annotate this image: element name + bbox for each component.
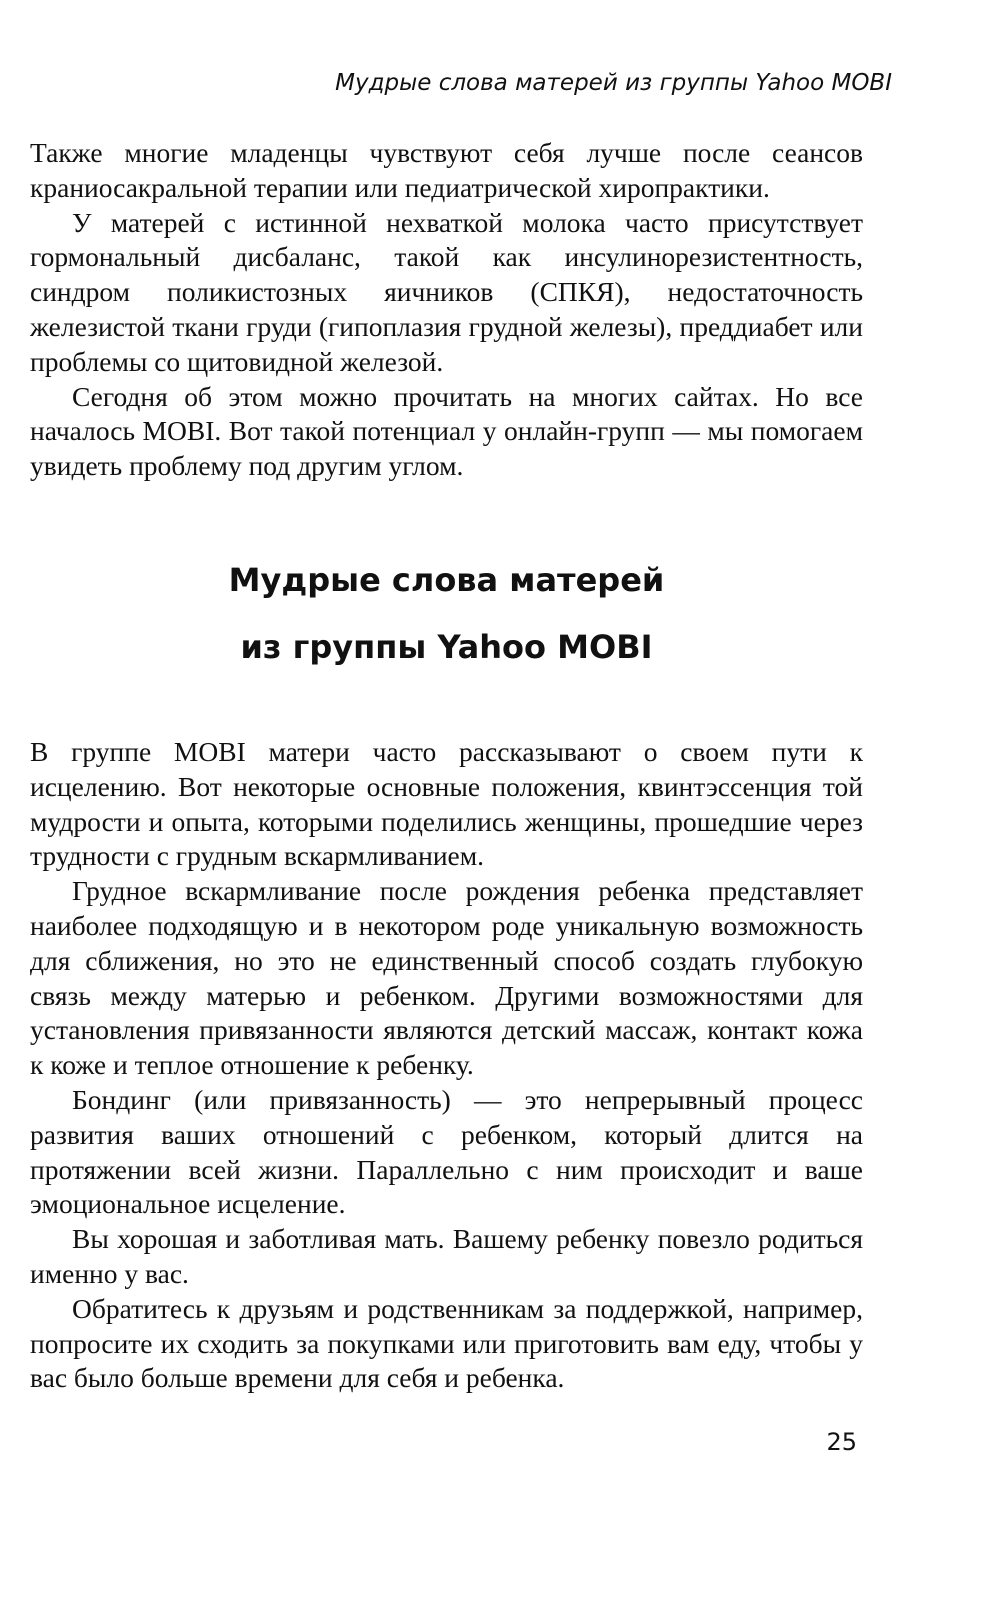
paragraph: Вы хорошая и заботливая мать. Вашему ребенку повезло родиться именно у вас. — [30, 1223, 863, 1289]
paragraph: Обратитесь к друзьям и родственникам за поддержкой, например, попросите их сходить за покупками или приготовить вам еду, чтобы у вас было больше времени для себя и ребенка. — [30, 1292, 863, 1394]
paragraph: Грудное вскармливание после рождения ребенка представляет наиболее подходящую и в некотором роде уникальную возможность для сближения, но это не единственный способ создать глубокую связь между матерью и ребенком. Другими возможностями для установления привязанности являются детский массаж, контакт кожа к коже и теплое отношение к ребенку. — [30, 875, 863, 1081]
paragraph-continued: Также многие младенцы чувствуют себя лучше после сеансов краниосакральной терапии или педиатрической хиропрактики. — [30, 137, 863, 203]
page-number: 25 — [826, 1428, 857, 1456]
section-heading-line-1: Мудрые слова матерей — [228, 561, 665, 599]
paragraph-intro: В группе MOBI матери часто рассказывают о своем пути к исцелению. Вот некоторые основные положения, квинтэссенция той мудрости и опыта, которыми поделились женщины, прошедшие через трудности с грудным вскармливанием. — [30, 736, 863, 872]
section-heading-line-2: из группы Yahoo MOBI — [240, 628, 653, 666]
top-text-block — [30, 136, 863, 484]
paragraph: Сегодня об этом можно прочитать на многих сайтах. Но все началось MOBI. Вот такой потенциал у онлайн-групп — мы помогаем увидеть проблему под другим углом. — [30, 380, 863, 482]
paragraph: У матерей с истинной нехваткой молока часто присутствует гормональный дисбаланс, такой как инсулинорезистентность, синдром поликистозных яичников (СПКЯ), недостаточность железистой ткани груди (гипоплазия грудной железы), преддиабет или проблемы со щитовидной железой. — [30, 206, 863, 377]
running-header: Мудрые слова матерей из группы Yahoo MOBI — [335, 70, 892, 96]
paragraph: Бондинг (или привязанность) — это непрерывный процесс развития ваших отношений с ребенком, который длится на протяжении всей жизни. Параллельно с ним происходит и ваше эмоциональное исцеление. — [30, 1083, 863, 1220]
section-text-block — [30, 735, 863, 1396]
